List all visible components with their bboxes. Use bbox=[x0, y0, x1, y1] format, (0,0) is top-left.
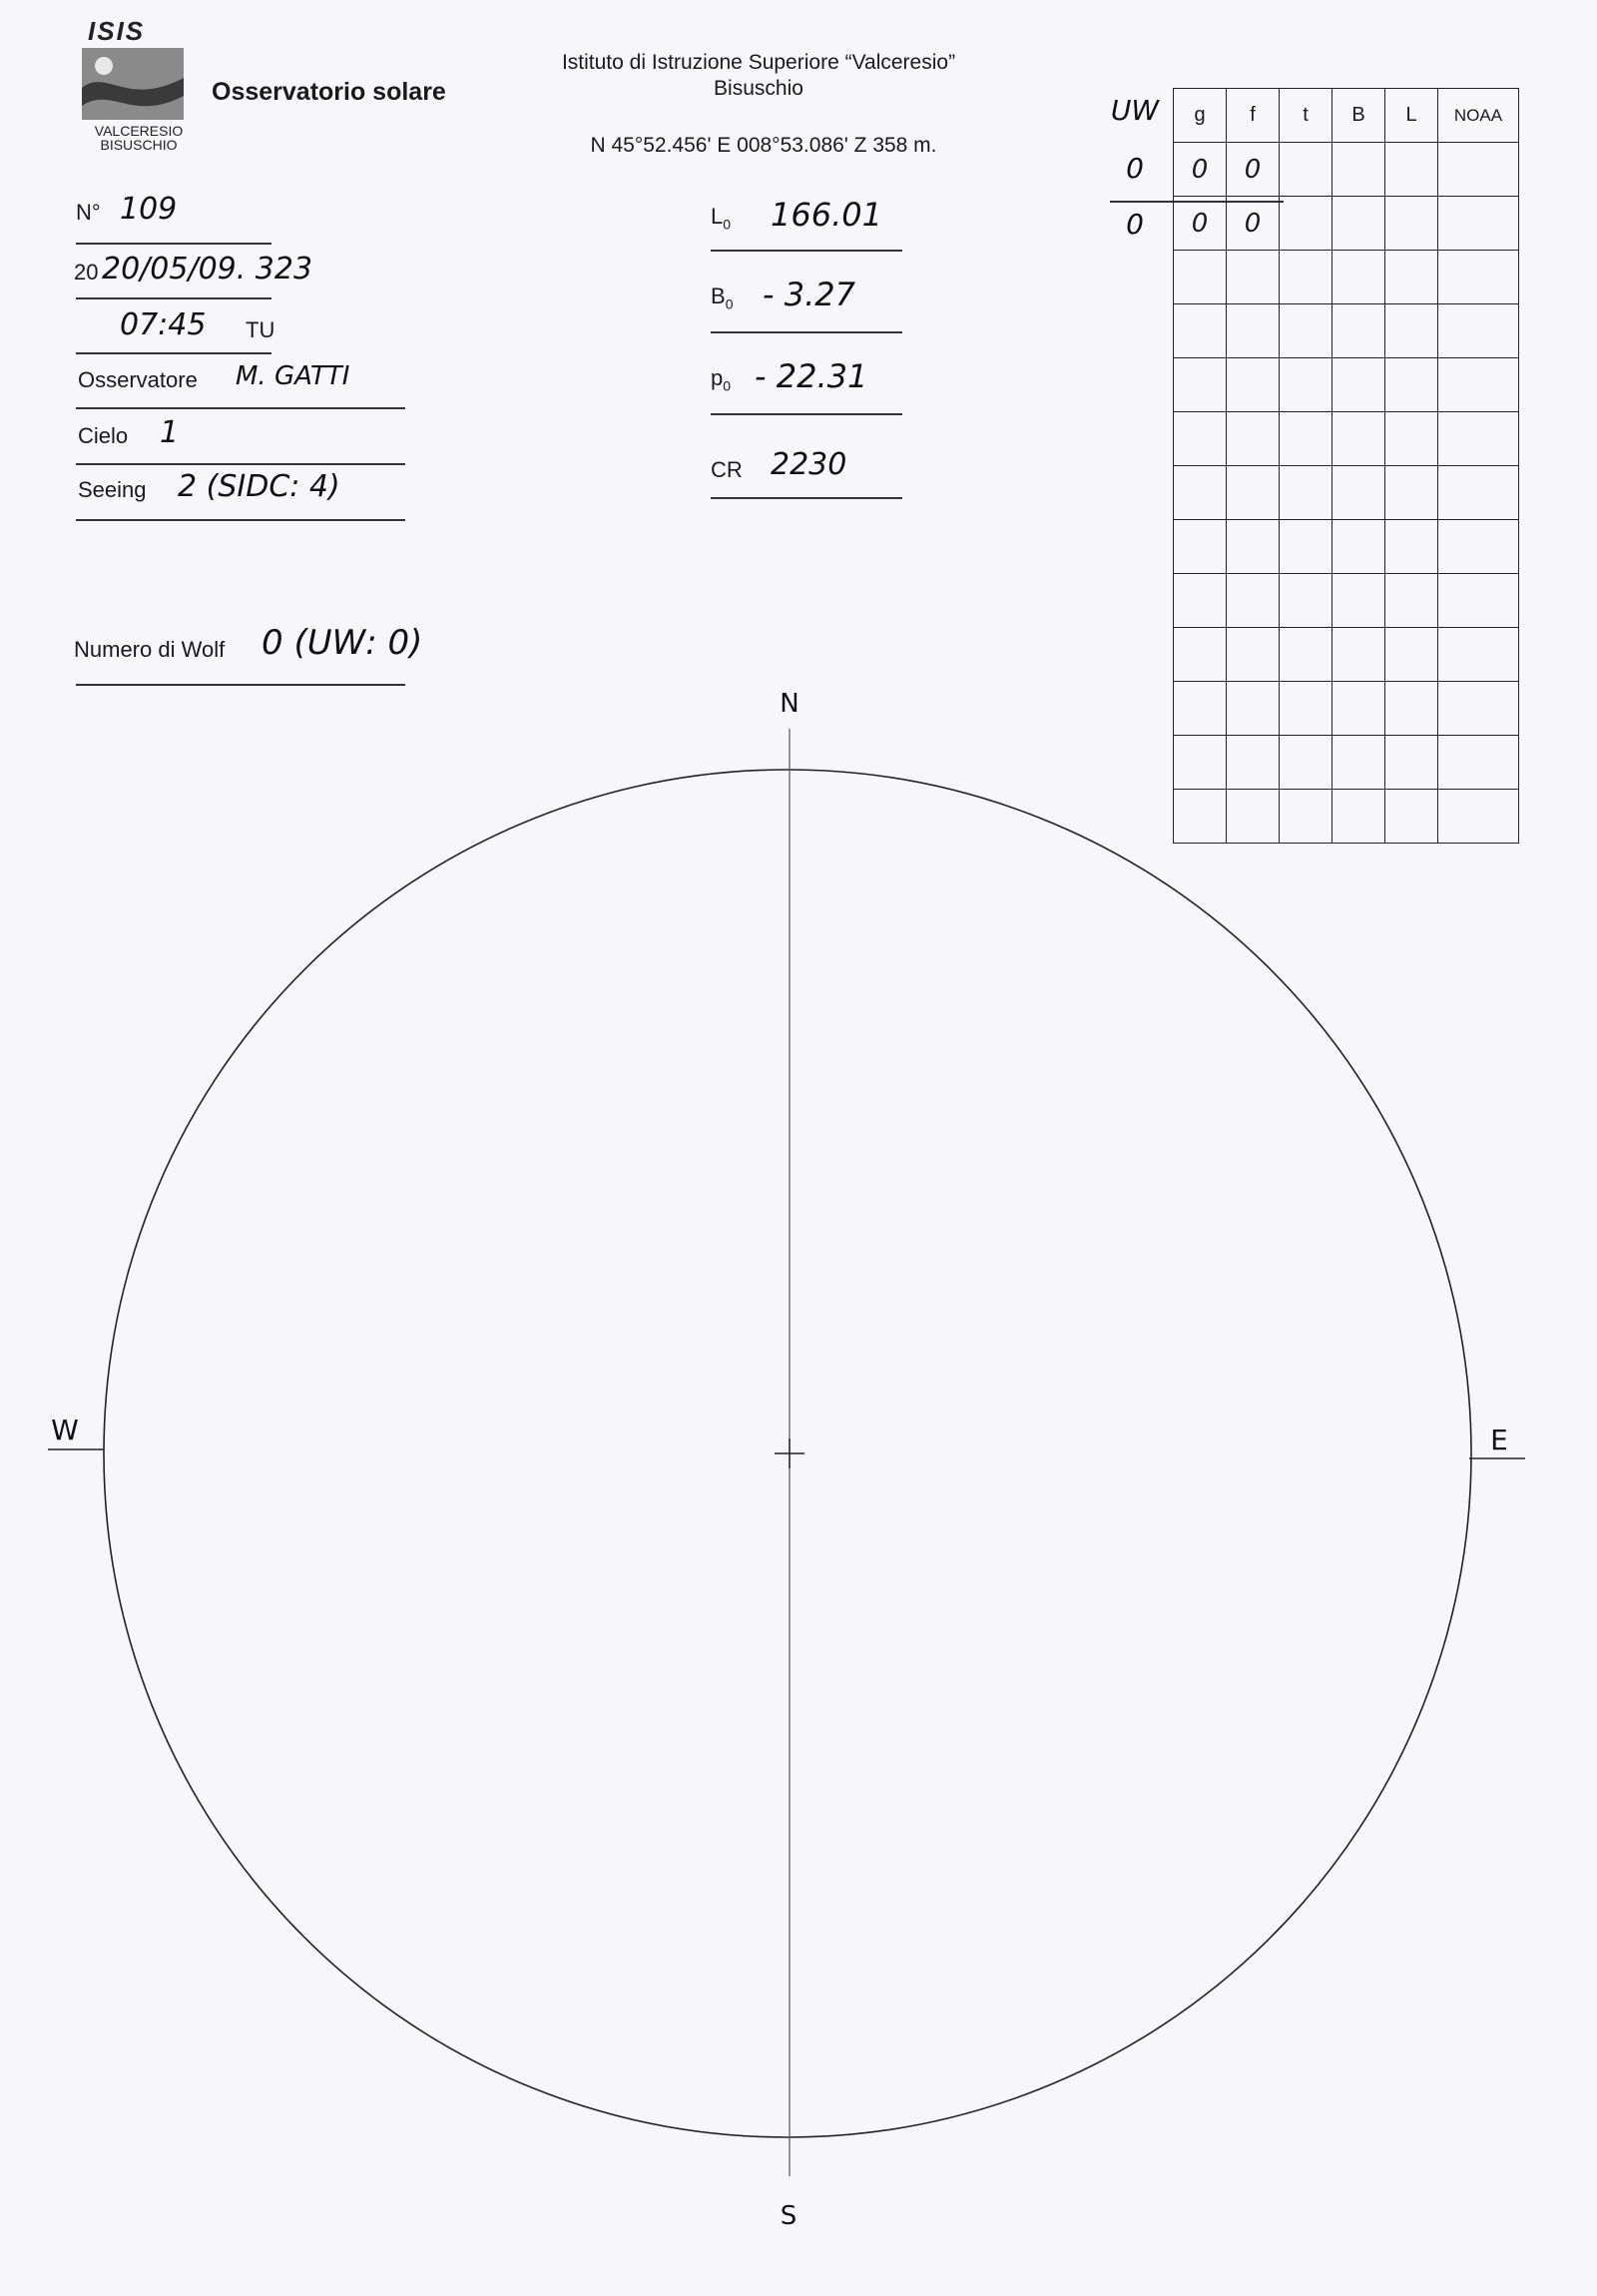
wolf-value: 0 (UW: 0) bbox=[262, 623, 423, 663]
cr-value: 2230 bbox=[771, 447, 847, 482]
west-label: W bbox=[51, 1414, 79, 1446]
east-label: E bbox=[1490, 1424, 1508, 1456]
l0-value: 166.01 bbox=[771, 196, 882, 234]
header-l: L bbox=[1385, 89, 1438, 143]
number-value: 109 bbox=[120, 192, 178, 227]
logo-isis-text: ISIS bbox=[88, 16, 146, 46]
cr-label: CR bbox=[711, 457, 743, 482]
header-g: g bbox=[1174, 89, 1227, 143]
seeing-value: 2 (SIDC: 4) bbox=[178, 469, 340, 504]
sky-label: Cielo bbox=[78, 423, 129, 448]
uw-header: UW bbox=[1110, 94, 1160, 127]
seeing-label: Seeing bbox=[78, 477, 147, 502]
wolf-label: Numero di Wolf bbox=[74, 637, 226, 662]
site-coordinates: N 45°52.456' E 008°53.086' Z 358 m. bbox=[590, 134, 937, 157]
logo-subtitle-line1: VALCERESIO bbox=[94, 123, 184, 139]
p0-value: - 22.31 bbox=[755, 357, 868, 395]
cell-g: 0 bbox=[1174, 197, 1227, 251]
observatory-title: Osservatorio solare bbox=[212, 78, 446, 106]
number-label: N° bbox=[76, 200, 101, 225]
header-f: f bbox=[1227, 89, 1280, 143]
time-value: 07:45 bbox=[120, 307, 207, 342]
p0-letter: p bbox=[711, 365, 724, 390]
l0-subscript: 0 bbox=[723, 216, 732, 233]
south-label: S bbox=[780, 2201, 798, 2231]
institute-town: Bisuschio bbox=[714, 77, 803, 100]
date-value: 20/05/09. 323 bbox=[102, 252, 313, 287]
b0-subscript: 0 bbox=[725, 295, 734, 312]
logo-subtitle-line2: BISUSCHIO bbox=[100, 137, 178, 153]
cell-g: 0 bbox=[1174, 143, 1227, 197]
header-noaa: NOAA bbox=[1438, 89, 1519, 143]
uw-value-row2: 0 bbox=[1126, 208, 1144, 241]
sky-value: 1 bbox=[160, 415, 180, 450]
north-label: N bbox=[780, 689, 799, 719]
header-b: B bbox=[1332, 89, 1385, 143]
observer-value: M. GATTI bbox=[236, 361, 350, 391]
cell-f: 0 bbox=[1227, 197, 1280, 251]
institute-name: Istituto di Istruzione Superiore “Valceresio” bbox=[561, 51, 956, 74]
observer-label: Osservatore bbox=[78, 367, 198, 392]
l0-letter: L bbox=[711, 204, 724, 229]
time-unit: TU bbox=[246, 317, 275, 342]
b0-value: - 3.27 bbox=[763, 276, 855, 313]
cell-f: 0 bbox=[1227, 143, 1280, 197]
uw-value-row1: 0 bbox=[1126, 152, 1144, 185]
header-t: t bbox=[1280, 89, 1332, 143]
b0-letter: B bbox=[711, 284, 726, 308]
p0-subscript: 0 bbox=[723, 377, 732, 394]
date-prefix: 20 bbox=[74, 260, 99, 285]
